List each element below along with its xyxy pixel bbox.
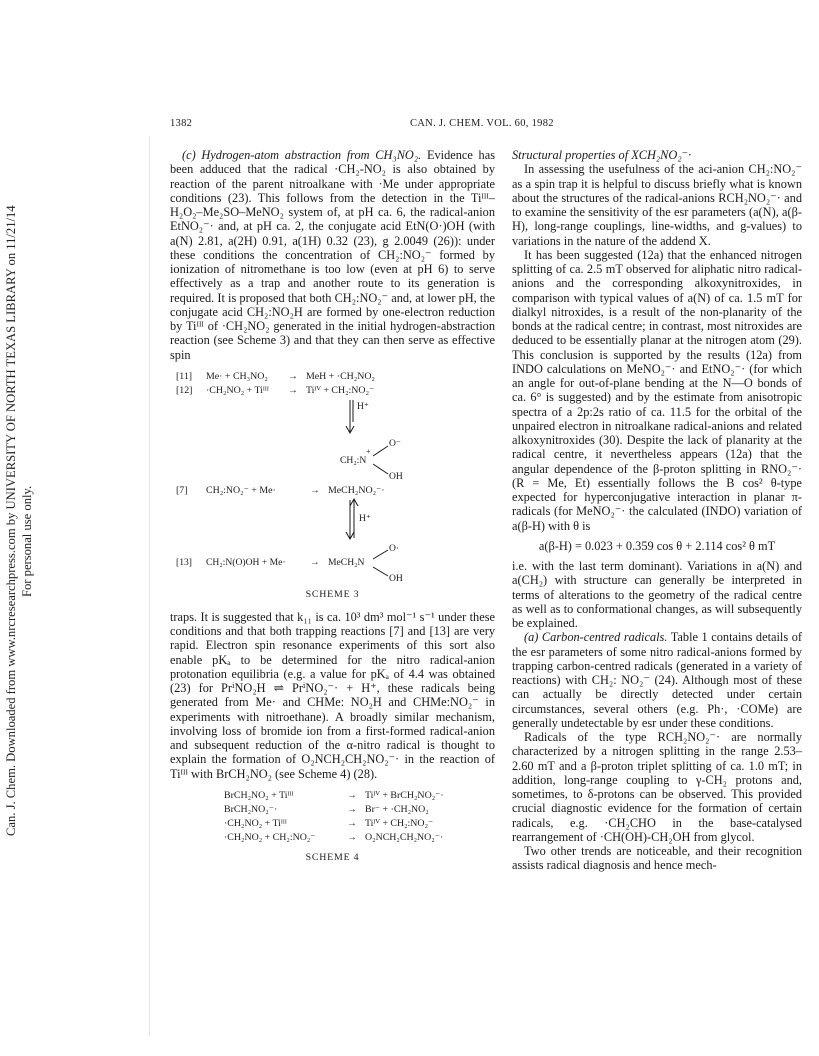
- products: O₂NCH₂CH₂NO₂⁻·: [365, 831, 444, 843]
- scheme-3: [170, 370, 495, 602]
- paragraph-two-trends: Two other trends are noticeable, and their recognition assists radical diagnosis and hence mech-: [512, 844, 802, 873]
- reaction-number: [13]: [176, 556, 192, 568]
- products: Tiᴵⱽ + BrCH₂NO₂⁻·: [365, 789, 444, 801]
- aci-acid-structure: [170, 436, 495, 484]
- paragraph-text: Table 1 contains details of the esr parameters of some nitro radical-anions formed by trapping carbon-centred radicals (generated in a variety of reactions) with CH₂: NO₂⁻ (24). Although most of these can actually be directly detected under certain circumstances, several others (e.g. Ph·, ·COMe) are generally undetectable by esr under these conditions.: [512, 630, 802, 730]
- reactants: ·CH₂NO₂ + Tiᴵᴵᴵ: [224, 817, 287, 829]
- reaction-arrow: →: [310, 556, 320, 568]
- reactants: Me· + CH₃NO₂: [206, 370, 268, 382]
- products: MeH + ·CH₂NO₂: [306, 370, 375, 382]
- formal-charge-plus: +: [366, 446, 371, 456]
- paragraph-assessing: In assessing the usefulness of the aci-anion CH₂:NO₂⁻ as a spin trap it is helpful to discuss briefly what is known about the structures of the radical-anions RCH₂NO₂⁻· and to examine the sensitivity of the esr parameters (a(N), a(β-H), long-range couplings, line-widths, and g-values) to variations in the nature of the addend X.: [512, 162, 802, 248]
- products: MeCH₂NO₂⁻·: [328, 484, 385, 496]
- reaction-11: [170, 370, 495, 384]
- paragraph-hydrogen-abstraction: [170, 148, 495, 362]
- oxygen-anion-label: O⁻: [389, 437, 401, 449]
- paragraph-text: Evidence has been adduced that the radical ·CH₂-NO₂ is also obtained by reaction of the parent nitroalkane with ·Me under appropriate conditions (23). This follows from the detection in the Tiᴵᴵᴵ–H₂O₂–Me₂SO–MeNO₂ system of, at pH ca. 6, the radical-anion EtNO₂⁻· and, at pH ca. 2, the conjugate acid EtN(O·)OH (with a(N) 2.81, a(2H) 0.91, a(1H) 0.32 (23), g 2.0049 (26)): under these conditions the concentration of CH₂:NO₂⁻ formed by ionization of nitromethane is too low (even at pH 6) to serve effectively as a trap and another route to its generation is required. It is proposed that both CH₂:NO₂⁻ and, at lower pH, the conjugate acid CH₂:NO₂H are formed by one-electron reduction by Tiᴵᴵᴵ of ·CH₂NO₂ generated in the initial hydrogen-abstraction reaction (see Scheme 3) and that they can then serve as effective spin: [170, 148, 496, 362]
- paragraph-carbon-centred: [512, 630, 802, 730]
- margin-rule: [149, 136, 150, 1036]
- reaction-arrow: →: [310, 484, 320, 496]
- scheme-4-row: [224, 789, 495, 803]
- equilibrium-arrow-icon: [170, 498, 495, 542]
- reactants: BrCH₂NO₂⁻·: [224, 803, 278, 815]
- reactants: CH₂:N(O)OH + Me·: [206, 556, 286, 568]
- scheme-4-caption: SCHEME 4: [305, 851, 360, 863]
- h-plus-label: H⁺: [359, 512, 371, 524]
- running-head: CAN. J. CHEM. VOL. 60, 1982: [410, 118, 554, 129]
- equation-beta-h: a(β-H) = 0.023 + 0.359 cos θ + 2.114 cos² θ mT: [538, 538, 776, 553]
- reaction-arrow: →: [347, 803, 357, 815]
- personal-use-notice: For personal use only.: [20, 485, 34, 597]
- scheme-4-row: [224, 803, 495, 817]
- reactants: BrCH₂NO₂ + Tiᴵᴵᴵ: [224, 789, 294, 801]
- oxygen-radical-label: O·: [389, 542, 400, 554]
- download-side-note: [0, 0, 40, 1056]
- paragraph-variations: i.e. with the last term dominant). Variations in a(N) and a(CH₂) with structure can generally be interpreted in terms of alterations to the geometry of the radical centre as well as to conformational changes, as will subsequently be explained.: [512, 559, 802, 630]
- down-arrow-icon: [170, 398, 495, 436]
- reaction-arrow: →: [347, 831, 357, 843]
- paragraph-radicals-type: Radicals of the type RCH₂NO₂⁻· are normally characterized by a nitrogen splitting in the range 2.53–2.60 mT and a β-proton triplet splitting of ca. 1.0 mT; in addition, long-range coupling to γ-CH₂ protons and, sometimes, to δ-protons can be observed. This provided crucial diagnostic evidence for the formation of certain radicals, e.g. ·CH₂CHO in the base-catalysed rearrangement of ·CH(OH)-CH₂OH from glycol.: [512, 730, 802, 844]
- reaction-arrow: →: [347, 817, 357, 829]
- products: Br⁻ + ·CH₂NO₂: [365, 803, 429, 815]
- hydroxyl-label: OH: [389, 470, 403, 482]
- bond-lines: [170, 436, 495, 484]
- section-heading-structural: Structural properties of XCH₂NO₂⁻·: [512, 148, 692, 162]
- products: Tiᴵⱽ + CH₂:NO₂⁻: [365, 817, 434, 829]
- products: Tiᴵⱽ + CH₂:NO₂⁻: [306, 384, 375, 396]
- reaction-number: [11]: [176, 370, 193, 382]
- protonation-arrow-2: [170, 498, 495, 542]
- protonation-arrow-1: [170, 398, 495, 436]
- reaction-7: [170, 484, 495, 498]
- section-heading-a: (a) Carbon-centred radicals.: [524, 630, 668, 645]
- left-column: [170, 148, 495, 873]
- reaction-arrow: →: [288, 370, 298, 382]
- reaction-number: [12]: [176, 384, 193, 396]
- download-notice: Can. J. Chem. Downloaded from www.nrcresearchpress.com by UNIVERSITY OF NORTH TEXAS LIBRARY on 11/21/14: [4, 205, 18, 836]
- section-heading-c: (c) Hydrogen-atom abstraction from CH₃NO₂.: [182, 148, 422, 162]
- products: MeCH₂N: [328, 556, 365, 568]
- page-header: [170, 118, 679, 134]
- reaction-12: [170, 384, 495, 398]
- reaction-arrow: →: [347, 789, 357, 801]
- page-number: 1382: [170, 118, 193, 129]
- paragraph-nitrogen-splitting: It has been suggested (12a) that the enhanced nitrogen splitting of ca. 2.5 mT observed for aliphatic nitro radical-anions and the corresponding alkoxynitroxides, in comparison with typical values of a(N) of ca. 1.5 mT for dialkyl nitroxides, is a result of the non-planarity of the bonds at the radical centre; in contrast, most nitroxides are deduced to be essentially planar at the nitrogen atom (29). This conclusion is supported by the results (12a) from INDO calculations on MeNO₂⁻· and EtNO₂⁻· (for which an angle for out-of-plane bending at the N—O bonds of ca. 6° is suggested) and by the estimate from anisotropic spectra of a 2p:2s ratio of ca. 11.5 for the orbital of the unpaired electron in nitroalkane radical-anions and related alkoxynitroxides (30). Despite the lack of planarity at the radical centre, it nevertheless appears (12a) that the angular dependence of the β-proton splitting in RNO₂⁻· (R = Me, Et) essentially follows the B cos² θ-type expected for hyperconjugative interaction in planar π-radicals (for MeNO₂⁻· the calculated (INDO) variation of a(β-H) with θ is: [512, 247, 802, 533]
- reaction-number: [7]: [176, 484, 188, 496]
- scheme-4: [224, 789, 495, 845]
- reactants: ·CH₂NO₂ + CH₂:NO₂⁻: [224, 831, 316, 843]
- scheme-4-row: [224, 817, 495, 831]
- reactants: ·CH₂NO₂ + Tiᴵᴵᴵ: [206, 384, 269, 396]
- hydroxyl-label: OH: [389, 572, 403, 584]
- reactants: CH₂:NO₂⁻ + Me·: [206, 484, 276, 496]
- reaction-13: [170, 542, 495, 582]
- scheme-3-caption: SCHEME 3: [305, 588, 360, 600]
- reaction-arrow: →: [288, 384, 298, 396]
- fragment-ch2n: CH₂:N: [340, 454, 367, 466]
- h-plus-label: H⁺: [357, 400, 369, 412]
- paragraph-traps: traps. It is suggested that k₁₁ is ca. 10³ dm³ mol⁻¹ s⁻¹ under these conditions and that both trapping reactions [7] and [13] are very rapid. Electron spin resonance experiments of this sort also enable pKₐ to be determined for the nitro radical-anion protonation equilibria (e.g. a value for pKₐ of 4.4 was obtained (23) for PrⁱNO₂H ⇌ PrⁱNO₂⁻· + H⁺, these radicals being generated from Me· and CHMe: NO₂H and CHMe:NO₂⁻ in experiments with nitroethane). A broadly similar mechanism, involving loss of bromide ion from a first-formed radical-anion and subsequent reduction of the α-nitro radical is thought to explain the formation of O₂NCH₂CH₂NO₂⁻· in the reaction of Tiᴵᴵᴵ with BrCH₂NO₂ (see Scheme 4) (28).: [170, 609, 495, 781]
- scheme-4-row: [224, 831, 495, 845]
- right-column: [512, 148, 802, 873]
